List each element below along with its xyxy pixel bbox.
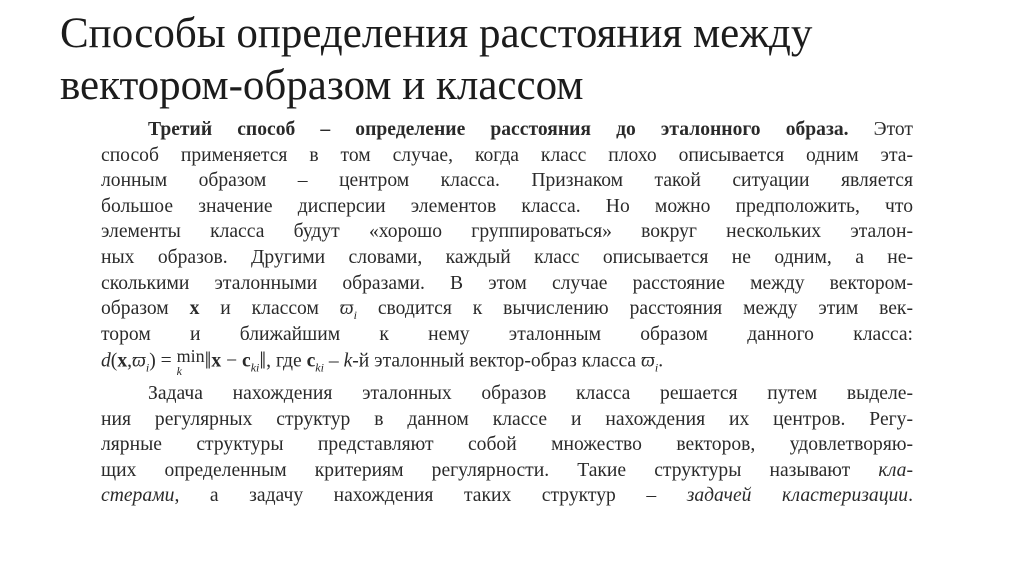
text-line: образом x и классом $ϖ_i$ сводится к вычислению расстояния между этим век- (101, 298, 913, 323)
text-line: сколькими эталонными образами. В этом случае расстояние между вектором- (101, 272, 913, 294)
text-line: щих определенным критериям регулярности. Такие структуры называют кла- (101, 459, 914, 481)
scanned-text-excerpt (101, 117, 913, 509)
slide-title (60, 8, 960, 112)
text-line: лонным образом – центром класса. Признаком такой ситуации является (101, 170, 913, 192)
min-operator: min k (176, 346, 205, 379)
text-line: стерами, а задачу нахождения таких структур – задачей кластеризации. (101, 485, 913, 507)
text-line: тором и ближайшим к нему эталонным образом данного класса: (101, 323, 913, 345)
vector-x-symbol: x (189, 298, 200, 320)
class-omega-symbol: $ϖ_i$ (339, 298, 357, 323)
text-line: большое значение дисперсии элементов класса. Но можно предположить, что (101, 195, 913, 217)
text-line: лярные структуры представляют собой множество векторов, удовлетворяю- (101, 434, 913, 456)
slide-title-line-1: Способы определения расстояния между (60, 10, 813, 57)
method-heading: Третий способ – определение расстояния до эталонного образа. (148, 119, 849, 140)
text-line: способ применяется в том случае, когда класс плохо описывается одним эта- (101, 144, 913, 166)
text-line: Третий способ – определение расстояния до эталонного образа. Этот (148, 119, 913, 140)
slide-title-line-2: вектором-образом и классом (60, 62, 584, 109)
text-line: Задача нахождения эталонных образов класса решается путем выделе- (148, 382, 913, 404)
clusters-term: кла- (878, 459, 914, 481)
text-line: ния регулярных структур в данном классе и нахождения их центров. Регу- (101, 408, 913, 430)
clustering-term: задачей кластеризации (686, 485, 909, 507)
text-line: элементы класса будут «хорошо группироваться» вокруг нескольких эталон- (101, 221, 913, 243)
text-line: ных образов. Другими словами, каждый класс описывается не одним, а не- (101, 246, 913, 268)
distance-formula: $d(x,ϖ_i)$ = min k ‖x − $c_{ki}‖$, где $c_{ki} - k-й$ эталонный вектор-образ класса $ϖ_i$. (101, 346, 664, 379)
